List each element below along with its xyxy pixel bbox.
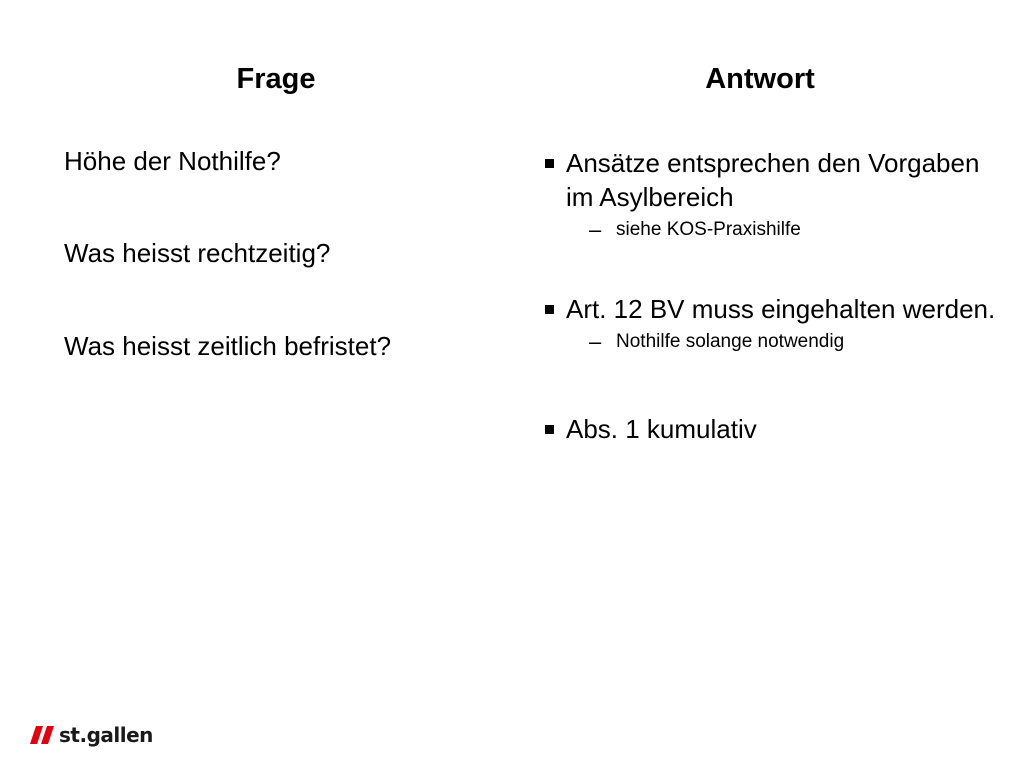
answer-list: [545, 146, 1005, 446]
answer-item-2: [545, 292, 1005, 326]
square-bullet-icon: [545, 305, 554, 314]
answer-subitem-2: [545, 330, 1005, 354]
question-rechtzeitig: Was heisst rechtzeitig?: [64, 238, 331, 268]
answer-text: Abs. 1 kumulativ: [566, 414, 757, 444]
frage-heading: Frage: [236, 63, 316, 95]
st-gallen-slash-icon: [30, 726, 58, 744]
square-bullet-icon: [545, 425, 554, 434]
st-gallen-logo: [30, 721, 153, 749]
answer-subtext: Nothilfe solange notwendig: [616, 331, 845, 352]
question-zeitlich-befristet: Was heisst zeitlich befristet?: [64, 331, 392, 361]
answer-item-3: [545, 412, 1005, 446]
answer-item-1: [545, 146, 1005, 214]
answer-text: Ansätze entsprechen den Vorgaben im Asylbereich: [566, 148, 980, 212]
dash-bullet-icon: –: [589, 217, 602, 242]
logo-text: st.gallen: [59, 723, 153, 747]
answer-text: Art. 12 BV muss eingehalten werden.: [566, 294, 996, 324]
antwort-heading: Antwort: [705, 63, 815, 95]
question-nothilfe-amount: Höhe der Nothilfe?: [64, 146, 281, 176]
square-bullet-icon: [545, 159, 554, 168]
answer-subitem-1: [545, 218, 1005, 242]
answer-subtext: siehe KOS-Praxishilfe: [616, 219, 801, 240]
dash-bullet-icon: –: [589, 329, 602, 354]
